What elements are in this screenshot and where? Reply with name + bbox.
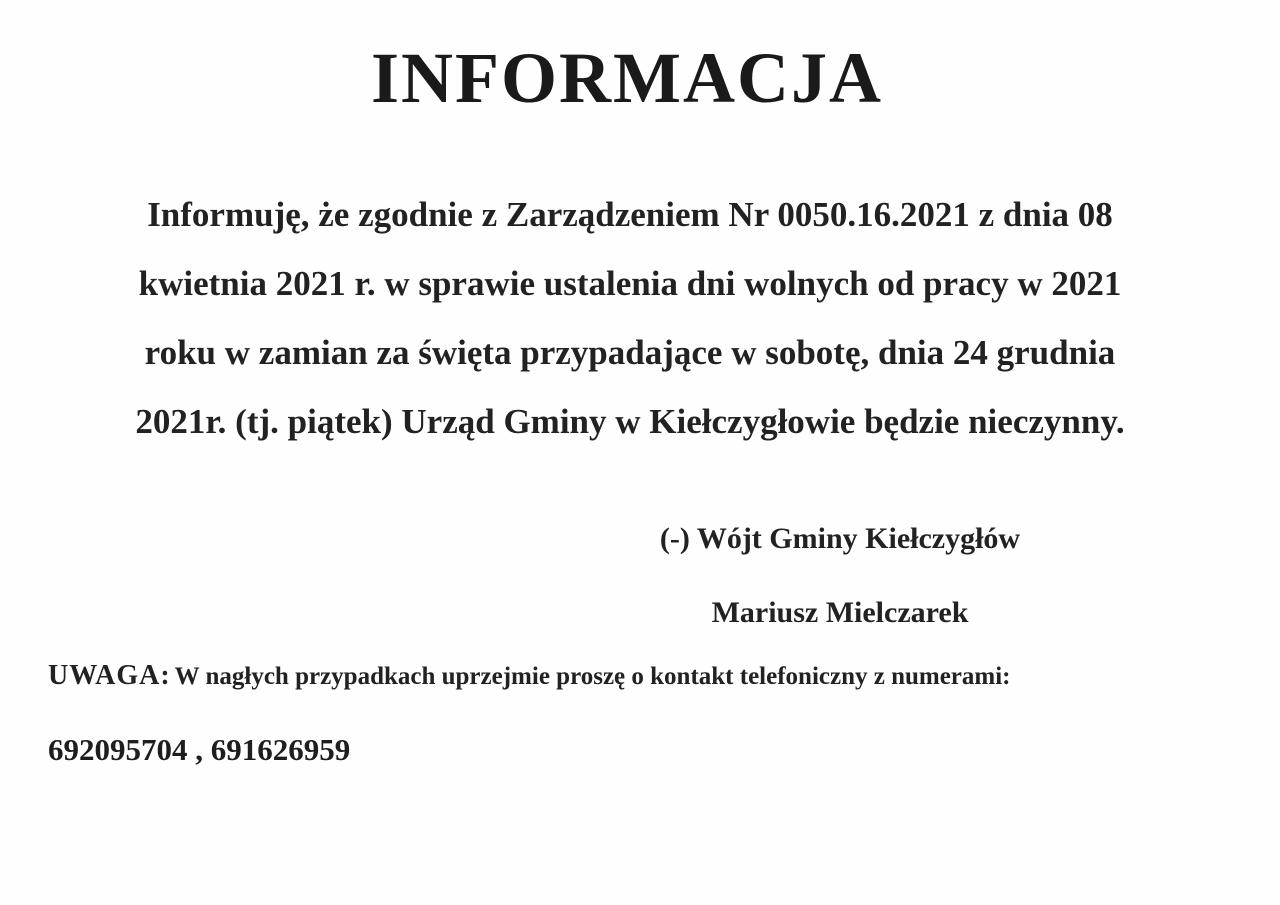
notice-label: UWAGA: bbox=[48, 660, 171, 691]
signature-role: (-) Wójt Gminy Kiełczygłów bbox=[659, 522, 1021, 555]
signature-name: Mariusz Mielczarek bbox=[711, 596, 969, 629]
announcement-body bbox=[40, 180, 1220, 456]
body-line: roku w zamian za święta przypadające w sobotę, dnia 24 grudnia bbox=[144, 333, 1116, 372]
body-line: Informuję, że zgodnie z Zarządzeniem Nr 0050.16.2021 z dnia 08 bbox=[147, 195, 1113, 234]
notice-text: W nagłych przypadkach uprzejmie proszę o kontakt telefoniczny z numerami: bbox=[174, 663, 1011, 690]
notice bbox=[48, 660, 1248, 692]
body-line: kwietnia 2021 r. w sprawie ustalenia dni wolnych od pracy w 2021 bbox=[138, 264, 1122, 303]
body-line: 2021r. (tj. piątek) Urząd Gminy w Kiełczygłowie będzie nieczynny. bbox=[135, 402, 1125, 441]
document-title: INFORMACJA bbox=[371, 38, 883, 118]
phone-numbers: 692095704 , 691626959 bbox=[48, 732, 351, 767]
